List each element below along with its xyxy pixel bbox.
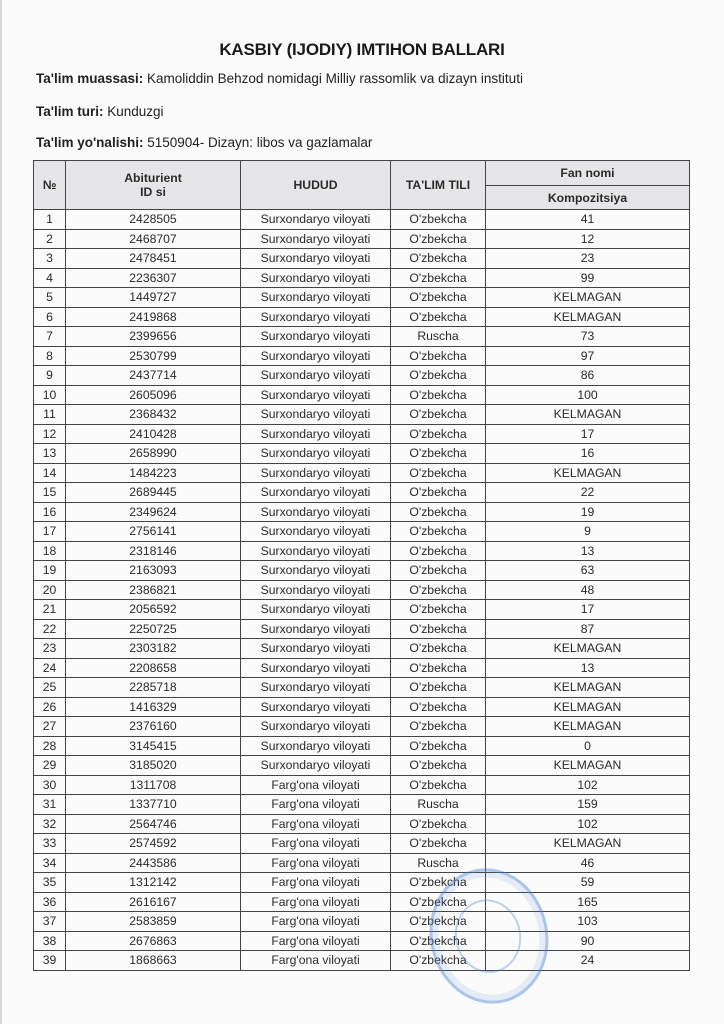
table-row xyxy=(34,210,690,230)
table-row xyxy=(34,951,690,971)
language-cell: O'zbekcha xyxy=(391,366,486,386)
language-cell: O'zbekcha xyxy=(391,483,486,503)
institution-label: Ta'lim muassasi: xyxy=(36,71,144,86)
applicant-id-cell: 2478451 xyxy=(66,249,241,269)
row-number-cell: 2 xyxy=(34,229,66,249)
study-type-line xyxy=(36,104,164,119)
composition-score-cell: KELMAGAN xyxy=(486,307,690,327)
row-number-cell: 21 xyxy=(34,600,66,620)
row-number-cell: 29 xyxy=(34,756,66,776)
applicant-id-cell: 2605096 xyxy=(66,385,241,405)
composition-score-cell: 48 xyxy=(486,580,690,600)
composition-score-cell: 16 xyxy=(486,444,690,464)
table-row xyxy=(34,327,690,347)
composition-score-cell: 9 xyxy=(486,522,690,542)
applicant-id-cell: 2349624 xyxy=(66,502,241,522)
row-number-cell: 19 xyxy=(34,561,66,581)
row-number-cell: 35 xyxy=(34,873,66,893)
table-row xyxy=(34,463,690,483)
table-body xyxy=(34,210,690,971)
composition-score-cell: 90 xyxy=(486,931,690,951)
applicant-id-cell: 2443586 xyxy=(66,853,241,873)
table-row xyxy=(34,853,690,873)
composition-score-cell: 100 xyxy=(486,385,690,405)
region-cell: Surxondaryo viloyati xyxy=(241,580,391,600)
table-row xyxy=(34,249,690,269)
applicant-id-cell: 1416329 xyxy=(66,697,241,717)
region-cell: Surxondaryo viloyati xyxy=(241,307,391,327)
applicant-id-cell: 2410428 xyxy=(66,424,241,444)
applicant-id-cell: 1337710 xyxy=(66,795,241,815)
page-edge xyxy=(0,0,2,1024)
region-cell: Surxondaryo viloyati xyxy=(241,268,391,288)
table-row xyxy=(34,268,690,288)
composition-score-cell: 13 xyxy=(486,658,690,678)
composition-score-cell: KELMAGAN xyxy=(486,697,690,717)
language-cell: O'zbekcha xyxy=(391,229,486,249)
applicant-id-cell: 1312142 xyxy=(66,873,241,893)
language-cell: O'zbekcha xyxy=(391,658,486,678)
applicant-id-cell: 2676863 xyxy=(66,931,241,951)
language-cell: O'zbekcha xyxy=(391,834,486,854)
region-cell: Surxondaryo viloyati xyxy=(241,619,391,639)
applicant-id-cell: 2428505 xyxy=(66,210,241,230)
row-number-cell: 34 xyxy=(34,853,66,873)
applicant-id-cell: 2236307 xyxy=(66,268,241,288)
row-number-cell: 37 xyxy=(34,912,66,932)
language-cell: O'zbekcha xyxy=(391,346,486,366)
language-cell: O'zbekcha xyxy=(391,697,486,717)
region-cell: Surxondaryo viloyati xyxy=(241,229,391,249)
composition-score-cell: 0 xyxy=(486,736,690,756)
table-row xyxy=(34,307,690,327)
table-row xyxy=(34,912,690,932)
language-cell: O'zbekcha xyxy=(391,931,486,951)
table-row xyxy=(34,931,690,951)
header-applicant-id-line1: Abiturient xyxy=(124,171,182,185)
table-row xyxy=(34,541,690,561)
region-cell: Surxondaryo viloyati xyxy=(241,756,391,776)
header-applicant-id xyxy=(66,161,241,210)
language-cell: O'zbekcha xyxy=(391,249,486,269)
row-number-cell: 20 xyxy=(34,580,66,600)
language-cell: O'zbekcha xyxy=(391,522,486,542)
table-row xyxy=(34,717,690,737)
language-cell: O'zbekcha xyxy=(391,736,486,756)
table-row xyxy=(34,600,690,620)
region-cell: Farg'ona viloyati xyxy=(241,795,391,815)
language-cell: O'zbekcha xyxy=(391,756,486,776)
language-cell: O'zbekcha xyxy=(391,444,486,464)
table-row xyxy=(34,678,690,698)
row-number-cell: 39 xyxy=(34,951,66,971)
language-cell: O'zbekcha xyxy=(391,268,486,288)
region-cell: Surxondaryo viloyati xyxy=(241,639,391,659)
row-number-cell: 27 xyxy=(34,717,66,737)
header-applicant-id-line2: ID si xyxy=(140,185,166,199)
region-cell: Surxondaryo viloyati xyxy=(241,658,391,678)
region-cell: Farg'ona viloyati xyxy=(241,814,391,834)
row-number-cell: 30 xyxy=(34,775,66,795)
table-row xyxy=(34,444,690,464)
region-cell: Farg'ona viloyati xyxy=(241,775,391,795)
row-number-cell: 18 xyxy=(34,541,66,561)
region-cell: Surxondaryo viloyati xyxy=(241,424,391,444)
region-cell: Surxondaryo viloyati xyxy=(241,444,391,464)
composition-score-cell: 12 xyxy=(486,229,690,249)
row-number-cell: 3 xyxy=(34,249,66,269)
row-number-cell: 36 xyxy=(34,892,66,912)
institution-value: Kamoliddin Behzod nomidagi Milliy rassomlik va dizayn instituti xyxy=(147,71,523,86)
language-cell: Ruscha xyxy=(391,795,486,815)
applicant-id-cell: 1484223 xyxy=(66,463,241,483)
applicant-id-cell: 2468707 xyxy=(66,229,241,249)
applicant-id-cell: 2689445 xyxy=(66,483,241,503)
language-cell: O'zbekcha xyxy=(391,307,486,327)
composition-score-cell: KELMAGAN xyxy=(486,405,690,425)
header-language: TA'LIM TILI xyxy=(391,161,486,210)
applicant-id-cell: 2386821 xyxy=(66,580,241,600)
results-table xyxy=(33,160,690,971)
table-row xyxy=(34,619,690,639)
table-header-row xyxy=(34,161,690,186)
applicant-id-cell: 2658990 xyxy=(66,444,241,464)
composition-score-cell: 97 xyxy=(486,346,690,366)
row-number-cell: 13 xyxy=(34,444,66,464)
region-cell: Farg'ona viloyati xyxy=(241,912,391,932)
direction-value: 5150904- Dizayn: libos va gazlamalar xyxy=(147,135,373,150)
table-row xyxy=(34,834,690,854)
composition-score-cell: 86 xyxy=(486,366,690,386)
language-cell: O'zbekcha xyxy=(391,288,486,308)
row-number-cell: 11 xyxy=(34,405,66,425)
composition-score-cell: 17 xyxy=(486,424,690,444)
region-cell: Surxondaryo viloyati xyxy=(241,210,391,230)
region-cell: Farg'ona viloyati xyxy=(241,853,391,873)
language-cell: O'zbekcha xyxy=(391,873,486,893)
study-type-value: Kunduzgi xyxy=(107,104,164,119)
table-row xyxy=(34,561,690,581)
region-cell: Surxondaryo viloyati xyxy=(241,600,391,620)
language-cell: O'zbekcha xyxy=(391,814,486,834)
applicant-id-cell: 2574592 xyxy=(66,834,241,854)
applicant-id-cell: 2756141 xyxy=(66,522,241,542)
row-number-cell: 1 xyxy=(34,210,66,230)
row-number-cell: 6 xyxy=(34,307,66,327)
table-row xyxy=(34,639,690,659)
composition-score-cell: 73 xyxy=(486,327,690,347)
table-row xyxy=(34,873,690,893)
language-cell: O'zbekcha xyxy=(391,912,486,932)
language-cell: O'zbekcha xyxy=(391,619,486,639)
applicant-id-cell: 2564746 xyxy=(66,814,241,834)
applicant-id-cell: 2437714 xyxy=(66,366,241,386)
applicant-id-cell: 2056592 xyxy=(66,600,241,620)
language-cell: Ruscha xyxy=(391,327,486,347)
table-row xyxy=(34,795,690,815)
applicant-id-cell: 2250725 xyxy=(66,619,241,639)
region-cell: Farg'ona viloyati xyxy=(241,951,391,971)
language-cell: Ruscha xyxy=(391,853,486,873)
region-cell: Surxondaryo viloyati xyxy=(241,288,391,308)
region-cell: Surxondaryo viloyati xyxy=(241,736,391,756)
language-cell: O'zbekcha xyxy=(391,639,486,659)
applicant-id-cell: 1868663 xyxy=(66,951,241,971)
row-number-cell: 15 xyxy=(34,483,66,503)
applicant-id-cell: 1311708 xyxy=(66,775,241,795)
language-cell: O'zbekcha xyxy=(391,580,486,600)
composition-score-cell: KELMAGAN xyxy=(486,756,690,776)
row-number-cell: 26 xyxy=(34,697,66,717)
region-cell: Surxondaryo viloyati xyxy=(241,678,391,698)
language-cell: O'zbekcha xyxy=(391,600,486,620)
row-number-cell: 4 xyxy=(34,268,66,288)
language-cell: O'zbekcha xyxy=(391,951,486,971)
language-cell: O'zbekcha xyxy=(391,541,486,561)
region-cell: Farg'ona viloyati xyxy=(241,873,391,893)
row-number-cell: 32 xyxy=(34,814,66,834)
composition-score-cell: 102 xyxy=(486,775,690,795)
row-number-cell: 28 xyxy=(34,736,66,756)
table-row xyxy=(34,502,690,522)
composition-score-cell: 19 xyxy=(486,502,690,522)
table-row xyxy=(34,346,690,366)
region-cell: Surxondaryo viloyati xyxy=(241,366,391,386)
composition-score-cell: 87 xyxy=(486,619,690,639)
row-number-cell: 7 xyxy=(34,327,66,347)
table-row xyxy=(34,424,690,444)
table-row xyxy=(34,736,690,756)
composition-score-cell: 59 xyxy=(486,873,690,893)
row-number-cell: 12 xyxy=(34,424,66,444)
table-row xyxy=(34,892,690,912)
composition-score-cell: KELMAGAN xyxy=(486,678,690,698)
table-row xyxy=(34,756,690,776)
composition-score-cell: 13 xyxy=(486,541,690,561)
composition-score-cell: 23 xyxy=(486,249,690,269)
language-cell: O'zbekcha xyxy=(391,502,486,522)
applicant-id-cell: 1449727 xyxy=(66,288,241,308)
row-number-cell: 22 xyxy=(34,619,66,639)
row-number-cell: 17 xyxy=(34,522,66,542)
language-cell: O'zbekcha xyxy=(391,385,486,405)
language-cell: O'zbekcha xyxy=(391,405,486,425)
table-row xyxy=(34,483,690,503)
composition-score-cell: 99 xyxy=(486,268,690,288)
language-cell: O'zbekcha xyxy=(391,463,486,483)
applicant-id-cell: 2616167 xyxy=(66,892,241,912)
composition-score-cell: 102 xyxy=(486,814,690,834)
region-cell: Surxondaryo viloyati xyxy=(241,327,391,347)
composition-score-cell: 165 xyxy=(486,892,690,912)
row-number-cell: 16 xyxy=(34,502,66,522)
applicant-id-cell: 2303182 xyxy=(66,639,241,659)
table-row xyxy=(34,775,690,795)
region-cell: Surxondaryo viloyati xyxy=(241,541,391,561)
table-row xyxy=(34,366,690,386)
region-cell: Farg'ona viloyati xyxy=(241,892,391,912)
row-number-cell: 14 xyxy=(34,463,66,483)
language-cell: O'zbekcha xyxy=(391,678,486,698)
row-number-cell: 38 xyxy=(34,931,66,951)
composition-score-cell: KELMAGAN xyxy=(486,288,690,308)
applicant-id-cell: 2163093 xyxy=(66,561,241,581)
region-cell: Surxondaryo viloyati xyxy=(241,463,391,483)
document-title: KASBIY (IJODIY) IMTIHON BALLARI xyxy=(219,40,505,59)
table-row xyxy=(34,814,690,834)
region-cell: Surxondaryo viloyati xyxy=(241,561,391,581)
table-row xyxy=(34,580,690,600)
region-cell: Farg'ona viloyati xyxy=(241,931,391,951)
language-cell: O'zbekcha xyxy=(391,892,486,912)
row-number-cell: 31 xyxy=(34,795,66,815)
composition-score-cell: 63 xyxy=(486,561,690,581)
study-type-label: Ta'lim turi: xyxy=(36,104,104,119)
table-row xyxy=(34,658,690,678)
composition-score-cell: 103 xyxy=(486,912,690,932)
applicant-id-cell: 2530799 xyxy=(66,346,241,366)
applicant-id-cell: 2208658 xyxy=(66,658,241,678)
language-cell: O'zbekcha xyxy=(391,561,486,581)
header-no: № xyxy=(34,161,66,210)
language-cell: O'zbekcha xyxy=(391,717,486,737)
table-row xyxy=(34,522,690,542)
row-number-cell: 23 xyxy=(34,639,66,659)
applicant-id-cell: 3145415 xyxy=(66,736,241,756)
header-subject-composition: Kompozitsiya xyxy=(486,186,690,210)
region-cell: Surxondaryo viloyati xyxy=(241,405,391,425)
composition-score-cell: KELMAGAN xyxy=(486,834,690,854)
table-row xyxy=(34,229,690,249)
header-region: HUDUD xyxy=(241,161,391,210)
row-number-cell: 24 xyxy=(34,658,66,678)
direction-label: Ta'lim yo'nalishi: xyxy=(36,135,144,150)
table-row xyxy=(34,385,690,405)
applicant-id-cell: 2583859 xyxy=(66,912,241,932)
applicant-id-cell: 2376160 xyxy=(66,717,241,737)
applicant-id-cell: 2419868 xyxy=(66,307,241,327)
table-row xyxy=(34,697,690,717)
applicant-id-cell: 2285718 xyxy=(66,678,241,698)
region-cell: Surxondaryo viloyati xyxy=(241,385,391,405)
table-row xyxy=(34,288,690,308)
composition-score-cell: KELMAGAN xyxy=(486,463,690,483)
composition-score-cell: 22 xyxy=(486,483,690,503)
row-number-cell: 10 xyxy=(34,385,66,405)
region-cell: Surxondaryo viloyati xyxy=(241,502,391,522)
header-subject-group: Fan nomi xyxy=(486,161,690,186)
institution-line xyxy=(36,71,523,86)
composition-score-cell: KELMAGAN xyxy=(486,639,690,659)
language-cell: O'zbekcha xyxy=(391,775,486,795)
region-cell: Surxondaryo viloyati xyxy=(241,483,391,503)
row-number-cell: 8 xyxy=(34,346,66,366)
region-cell: Surxondaryo viloyati xyxy=(241,522,391,542)
row-number-cell: 25 xyxy=(34,678,66,698)
direction-line xyxy=(36,135,372,150)
composition-score-cell: 159 xyxy=(486,795,690,815)
row-number-cell: 33 xyxy=(34,834,66,854)
applicant-id-cell: 2399656 xyxy=(66,327,241,347)
applicant-id-cell: 2368432 xyxy=(66,405,241,425)
composition-score-cell: 24 xyxy=(486,951,690,971)
region-cell: Surxondaryo viloyati xyxy=(241,249,391,269)
region-cell: Surxondaryo viloyati xyxy=(241,346,391,366)
region-cell: Farg'ona viloyati xyxy=(241,834,391,854)
row-number-cell: 9 xyxy=(34,366,66,386)
region-cell: Surxondaryo viloyati xyxy=(241,717,391,737)
composition-score-cell: 46 xyxy=(486,853,690,873)
composition-score-cell: 41 xyxy=(486,210,690,230)
applicant-id-cell: 2318146 xyxy=(66,541,241,561)
applicant-id-cell: 3185020 xyxy=(66,756,241,776)
composition-score-cell: KELMAGAN xyxy=(486,717,690,737)
table-row xyxy=(34,405,690,425)
row-number-cell: 5 xyxy=(34,288,66,308)
composition-score-cell: 17 xyxy=(486,600,690,620)
region-cell: Surxondaryo viloyati xyxy=(241,697,391,717)
language-cell: O'zbekcha xyxy=(391,210,486,230)
language-cell: O'zbekcha xyxy=(391,424,486,444)
